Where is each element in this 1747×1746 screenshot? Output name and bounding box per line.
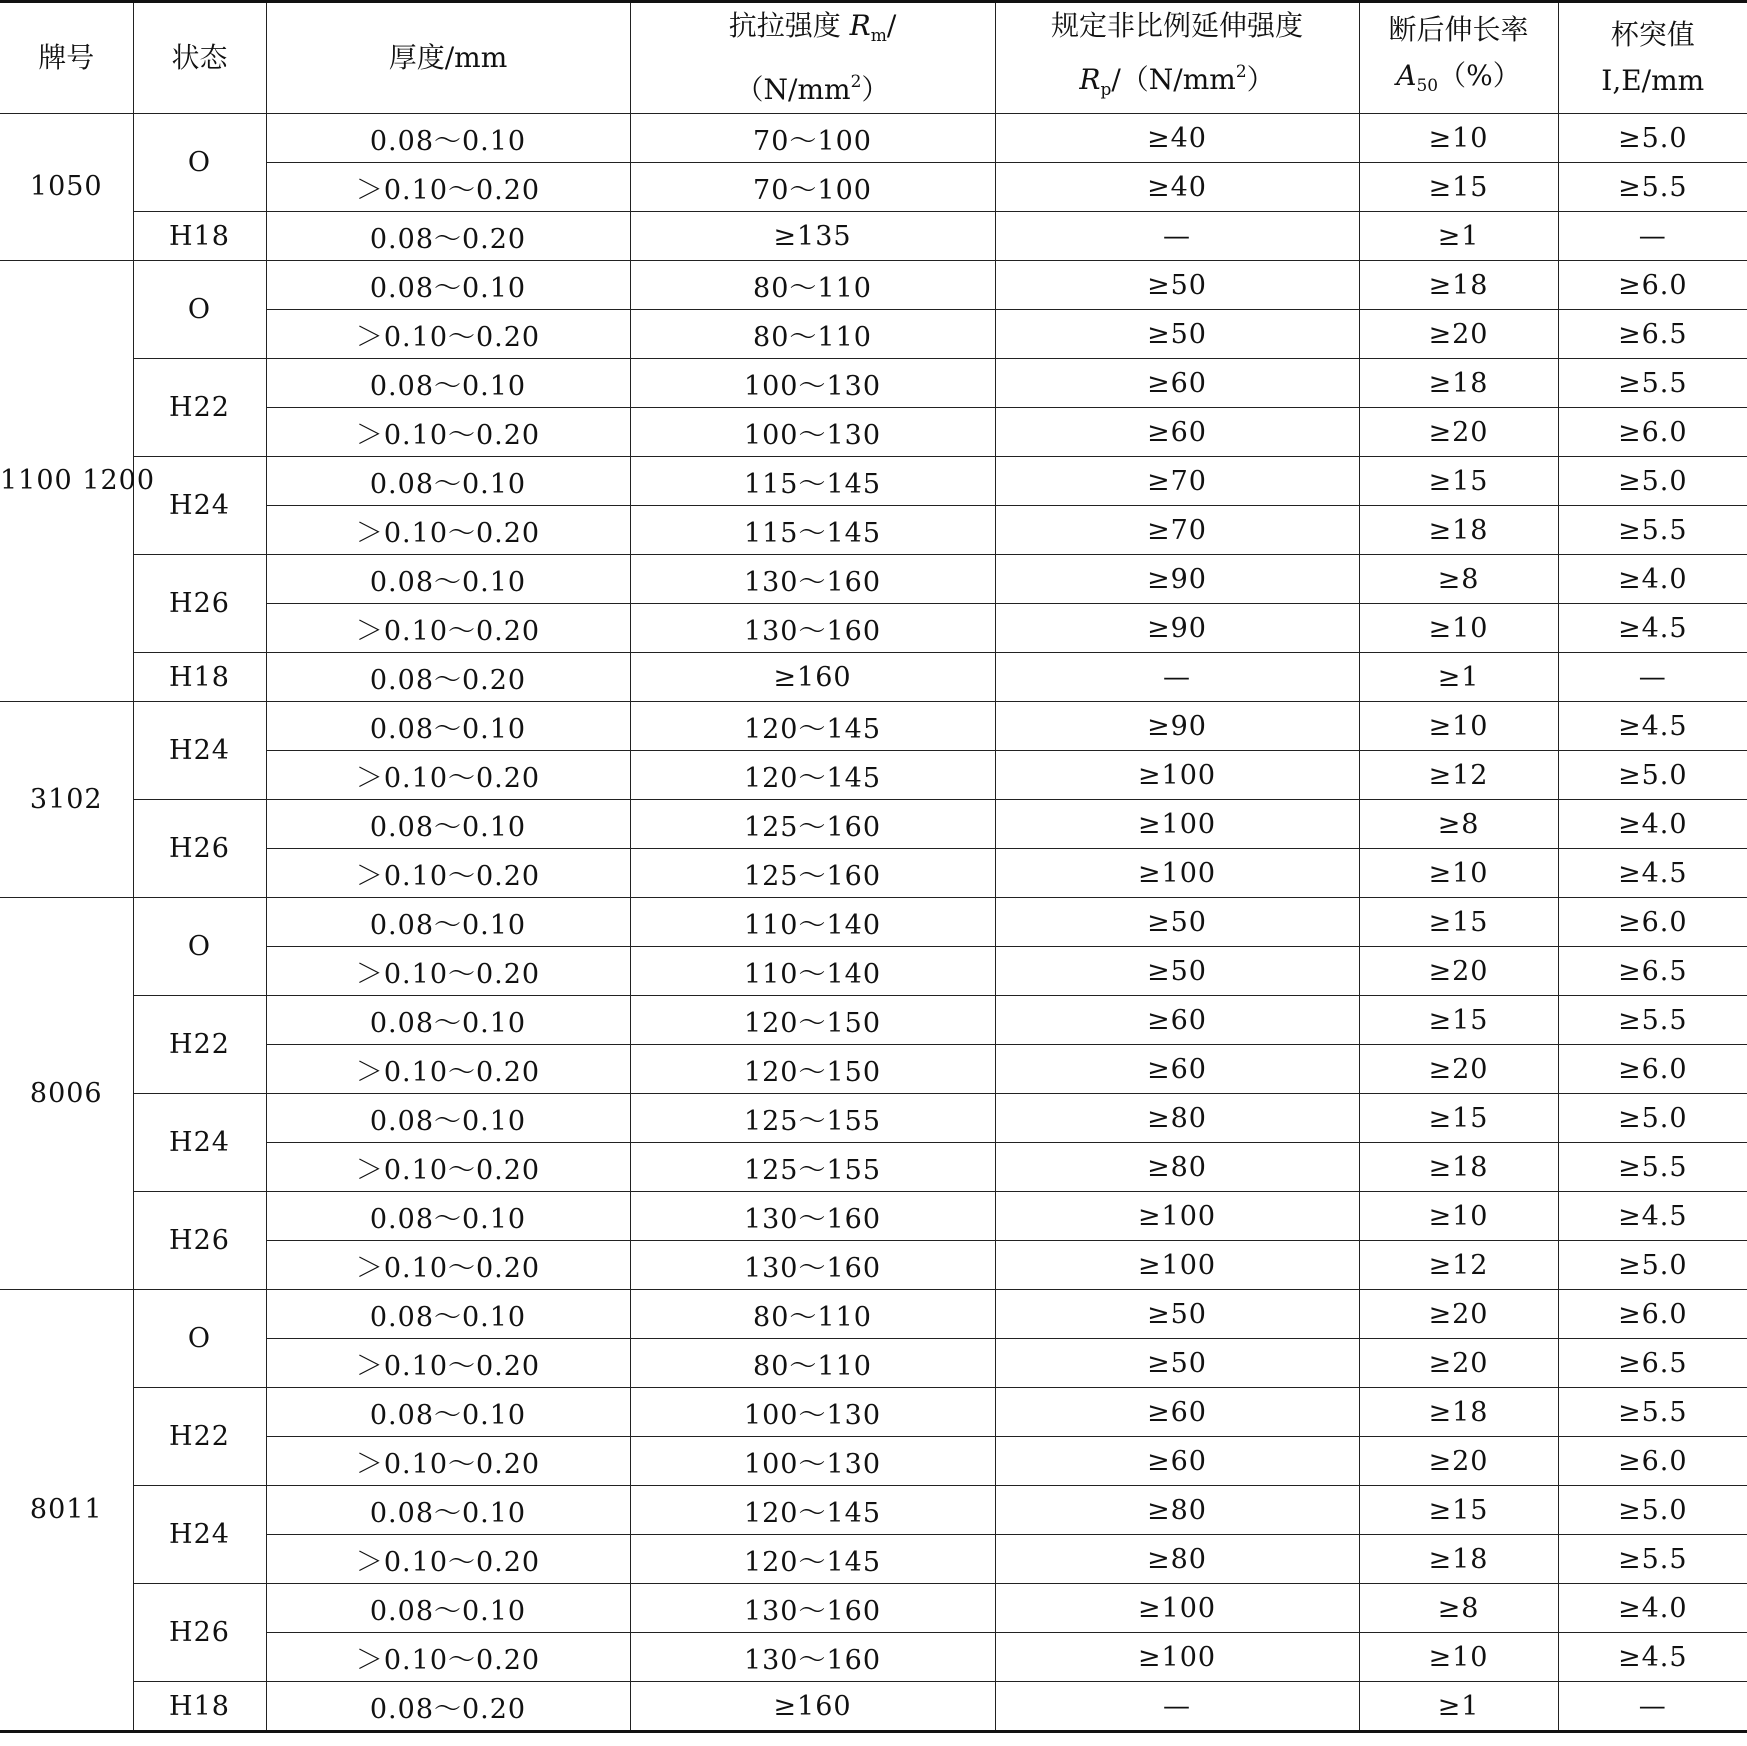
- thickness-cell: 0.08～0.10: [266, 898, 630, 947]
- table-row: [0, 1584, 1747, 1633]
- table-row: [0, 555, 1747, 604]
- thickness-cell: ＞0.10～0.20: [266, 604, 630, 653]
- rm-cell: 125～155: [630, 1143, 995, 1192]
- a50-cell: ≥20: [1359, 1437, 1558, 1486]
- thickness-cell: ＞0.10～0.20: [266, 1241, 630, 1290]
- header-rm-line2: [631, 59, 995, 113]
- rm-cell: 115～145: [630, 457, 995, 506]
- header-rm-subscript: m: [870, 26, 887, 46]
- table-row: [0, 898, 1747, 947]
- thickness-cell: 0.08～0.10: [266, 1584, 630, 1633]
- cup-cell: —: [1558, 212, 1747, 261]
- rp-cell: ≥40: [995, 163, 1359, 212]
- rm-cell: 80～110: [630, 310, 995, 359]
- thickness-cell: 0.08～0.10: [266, 555, 630, 604]
- table-row: [0, 702, 1747, 751]
- a50-cell: ≥20: [1359, 310, 1558, 359]
- rp-cell: ≥50: [995, 898, 1359, 947]
- thickness-cell: 0.08～0.10: [266, 1290, 630, 1339]
- cup-cell: ≥6.0: [1558, 1437, 1747, 1486]
- cup-cell: ≥6.0: [1558, 898, 1747, 947]
- table-row: [0, 1682, 1747, 1732]
- a50-cell: ≥10: [1359, 702, 1558, 751]
- header-cup-line1: 杯突值: [1610, 18, 1695, 51]
- rm-cell: 110～140: [630, 947, 995, 996]
- cup-cell: ≥5.0: [1558, 1241, 1747, 1290]
- rm-cell: 130～160: [630, 1241, 995, 1290]
- thickness-cell: 0.08～0.20: [266, 212, 630, 261]
- thickness-cell: 0.08～0.10: [266, 1094, 630, 1143]
- thickness-cell: 0.08～0.10: [266, 261, 630, 310]
- rp-cell: ≥60: [995, 1388, 1359, 1437]
- rm-cell: 130～160: [630, 604, 995, 653]
- table-row: [0, 653, 1747, 702]
- cup-cell: ≥4.5: [1558, 849, 1747, 898]
- rp-cell: ≥100: [995, 800, 1359, 849]
- rp-cell: ≥50: [995, 1290, 1359, 1339]
- temper-cell: H18: [133, 653, 266, 702]
- header-a-line2: [1360, 53, 1558, 109]
- table-row: [0, 800, 1747, 849]
- rp-cell: ≥80: [995, 1535, 1359, 1584]
- cup-cell: ≥5.0: [1558, 751, 1747, 800]
- a50-cell: ≥12: [1359, 751, 1558, 800]
- a50-cell: ≥8: [1359, 800, 1558, 849]
- rp-cell: ≥70: [995, 457, 1359, 506]
- rm-cell: 120～145: [630, 702, 995, 751]
- a50-cell: ≥20: [1359, 1290, 1558, 1339]
- rm-cell: 130～160: [630, 1192, 995, 1241]
- cup-cell: ≥4.0: [1558, 1584, 1747, 1633]
- cup-cell: ≥4.5: [1558, 1633, 1747, 1682]
- rp-cell: ≥100: [995, 1633, 1359, 1682]
- header-a-unit: （%）: [1438, 59, 1521, 92]
- header-rp-line1: 规定非比例延伸强度: [1050, 9, 1303, 42]
- table-row: [0, 1192, 1747, 1241]
- temper-cell: H22: [133, 1388, 266, 1486]
- a50-cell: ≥10: [1359, 114, 1558, 163]
- temper-cell: O: [133, 114, 266, 212]
- rm-cell: 100～130: [630, 1437, 995, 1486]
- thickness-cell: 0.08～0.10: [266, 359, 630, 408]
- header-rm-superscript: 2: [850, 72, 862, 92]
- cup-cell: ≥5.5: [1558, 1143, 1747, 1192]
- rm-cell: 80～110: [630, 1290, 995, 1339]
- rm-cell: 120～150: [630, 1045, 995, 1094]
- a50-cell: ≥18: [1359, 359, 1558, 408]
- a50-cell: ≥18: [1359, 506, 1558, 555]
- header-rm-unit-close: ）: [861, 73, 890, 106]
- header-tensile-strength: [630, 2, 995, 114]
- header-thickness: 厚度/mm: [266, 2, 630, 114]
- cup-cell: —: [1558, 653, 1747, 702]
- temper-cell: H26: [133, 800, 266, 898]
- table-row: [0, 457, 1747, 506]
- cup-cell: ≥6.5: [1558, 947, 1747, 996]
- rp-cell: ≥100: [995, 1192, 1359, 1241]
- rp-cell: ≥50: [995, 261, 1359, 310]
- header-a-symbol: A: [1396, 59, 1417, 92]
- cup-cell: ≥5.5: [1558, 163, 1747, 212]
- cup-cell: ≥6.5: [1558, 310, 1747, 359]
- a50-cell: ≥15: [1359, 163, 1558, 212]
- rm-cell: ≥160: [630, 1682, 995, 1732]
- temper-cell: H24: [133, 702, 266, 800]
- header-rm-text: 抗拉强度: [728, 9, 841, 42]
- a50-cell: ≥15: [1359, 457, 1558, 506]
- rp-cell: ≥90: [995, 702, 1359, 751]
- cup-cell: —: [1558, 1682, 1747, 1732]
- rp-cell: ≥100: [995, 849, 1359, 898]
- table-row: [0, 212, 1747, 261]
- header-elongation: [1359, 2, 1558, 114]
- thickness-cell: ＞0.10～0.20: [266, 1633, 630, 1682]
- a50-cell: ≥8: [1359, 555, 1558, 604]
- rp-cell: ≥60: [995, 359, 1359, 408]
- thickness-cell: ＞0.10～0.20: [266, 751, 630, 800]
- thickness-cell: ＞0.10～0.20: [266, 310, 630, 359]
- header-rp-unit: /（N/mm: [1111, 63, 1236, 96]
- rp-cell: ≥80: [995, 1143, 1359, 1192]
- rp-cell: ≥100: [995, 751, 1359, 800]
- rm-cell: 125～160: [630, 849, 995, 898]
- cup-cell: ≥4.0: [1558, 800, 1747, 849]
- rp-cell: ≥50: [995, 1339, 1359, 1388]
- header-rp-subscript: p: [1100, 80, 1112, 100]
- grade-cell: 8006: [0, 898, 133, 1290]
- rp-cell: ≥40: [995, 114, 1359, 163]
- thickness-cell: ＞0.10～0.20: [266, 163, 630, 212]
- thickness-cell: 0.08～0.10: [266, 1388, 630, 1437]
- temper-cell: H26: [133, 1584, 266, 1682]
- cup-cell: ≥6.0: [1558, 261, 1747, 310]
- cup-cell: ≥4.5: [1558, 702, 1747, 751]
- header-a-subscript: 50: [1416, 76, 1439, 96]
- rp-cell: ≥100: [995, 1241, 1359, 1290]
- header-rp-symbol: R: [1079, 63, 1101, 96]
- rp-cell: ≥60: [995, 1045, 1359, 1094]
- cup-cell: ≥4.0: [1558, 555, 1747, 604]
- header-proof-strength: [995, 2, 1359, 114]
- rp-cell: —: [995, 1682, 1359, 1732]
- temper-cell: H22: [133, 996, 266, 1094]
- thickness-cell: 0.08～0.20: [266, 653, 630, 702]
- grade-cell: 1050: [0, 114, 133, 261]
- cup-cell: ≥6.5: [1558, 1339, 1747, 1388]
- header-a-line1: 断后伸长率: [1388, 13, 1529, 46]
- table-row: [0, 114, 1747, 163]
- header-rp-unit-close: ）: [1246, 63, 1275, 96]
- rm-cell: 130～160: [630, 555, 995, 604]
- thickness-cell: ＞0.10～0.20: [266, 1045, 630, 1094]
- cup-cell: ≥6.0: [1558, 1045, 1747, 1094]
- temper-cell: O: [133, 1290, 266, 1388]
- rm-cell: 130～160: [630, 1633, 995, 1682]
- cup-cell: ≥5.0: [1558, 114, 1747, 163]
- rm-cell: 100～130: [630, 408, 995, 457]
- table-row: [0, 1486, 1747, 1535]
- thickness-cell: ＞0.10～0.20: [266, 408, 630, 457]
- rp-cell: ≥100: [995, 1584, 1359, 1633]
- header-row: [0, 2, 1747, 114]
- rp-cell: ≥90: [995, 604, 1359, 653]
- rp-cell: —: [995, 653, 1359, 702]
- rp-cell: —: [995, 212, 1359, 261]
- temper-cell: H24: [133, 1094, 266, 1192]
- rp-cell: ≥60: [995, 996, 1359, 1045]
- a50-cell: ≥8: [1359, 1584, 1558, 1633]
- table-row: [0, 261, 1747, 310]
- a50-cell: ≥20: [1359, 1339, 1558, 1388]
- temper-cell: H24: [133, 1486, 266, 1584]
- thickness-cell: 0.08～0.10: [266, 800, 630, 849]
- thickness-cell: ＞0.10～0.20: [266, 1437, 630, 1486]
- temper-cell: H18: [133, 1682, 266, 1732]
- header-temper: 状态: [133, 2, 266, 114]
- cup-cell: ≥5.5: [1558, 1535, 1747, 1584]
- temper-cell: H26: [133, 555, 266, 653]
- a50-cell: ≥15: [1359, 996, 1558, 1045]
- a50-cell: ≥15: [1359, 898, 1558, 947]
- rm-cell: 125～160: [630, 800, 995, 849]
- rm-cell: 100～130: [630, 1388, 995, 1437]
- rp-cell: ≥60: [995, 408, 1359, 457]
- a50-cell: ≥12: [1359, 1241, 1558, 1290]
- a50-cell: ≥18: [1359, 1388, 1558, 1437]
- cup-cell: ≥5.0: [1558, 457, 1747, 506]
- header-cupping: [1558, 2, 1747, 114]
- thickness-cell: ＞0.10～0.20: [266, 1339, 630, 1388]
- thickness-cell: ＞0.10～0.20: [266, 849, 630, 898]
- grade-cell: 8011: [0, 1290, 133, 1732]
- table-row: [0, 359, 1747, 408]
- cup-cell: ≥4.5: [1558, 604, 1747, 653]
- thickness-cell: 0.08～0.10: [266, 1192, 630, 1241]
- rm-cell: 70～100: [630, 114, 995, 163]
- cup-cell: ≥5.0: [1558, 1486, 1747, 1535]
- rm-cell: 120～145: [630, 1486, 995, 1535]
- temper-cell: H18: [133, 212, 266, 261]
- rm-cell: 120～145: [630, 751, 995, 800]
- thickness-cell: 0.08～0.10: [266, 996, 630, 1045]
- rp-cell: ≥80: [995, 1486, 1359, 1535]
- header-rm-unit: （N/mm: [735, 73, 851, 106]
- table-row: [0, 996, 1747, 1045]
- a50-cell: ≥10: [1359, 849, 1558, 898]
- header-rp-superscript: 2: [1235, 62, 1247, 82]
- table-row: [0, 1388, 1747, 1437]
- cup-cell: ≥5.5: [1558, 359, 1747, 408]
- a50-cell: ≥10: [1359, 1633, 1558, 1682]
- rp-cell: ≥80: [995, 1094, 1359, 1143]
- a50-cell: ≥15: [1359, 1486, 1558, 1535]
- a50-cell: ≥10: [1359, 604, 1558, 653]
- rm-cell: 120～150: [630, 996, 995, 1045]
- a50-cell: ≥1: [1359, 653, 1558, 702]
- rm-cell: ≥135: [630, 212, 995, 261]
- temper-cell: H24: [133, 457, 266, 555]
- temper-cell: O: [133, 261, 266, 359]
- a50-cell: ≥20: [1359, 1045, 1558, 1094]
- header-rp-line2: [996, 49, 1359, 113]
- cup-cell: ≥5.5: [1558, 1388, 1747, 1437]
- thickness-cell: 0.08～0.10: [266, 457, 630, 506]
- header-rm-slash: /: [886, 9, 897, 42]
- a50-cell: ≥18: [1359, 1535, 1558, 1584]
- thickness-cell: ＞0.10～0.20: [266, 506, 630, 555]
- rp-cell: ≥60: [995, 1437, 1359, 1486]
- grade-cell: 3102: [0, 702, 133, 898]
- header-cup-line2: I,E/mm: [1601, 64, 1705, 97]
- rm-cell: 115～145: [630, 506, 995, 555]
- table-body: [0, 114, 1747, 1732]
- thickness-cell: ＞0.10～0.20: [266, 1535, 630, 1584]
- rm-cell: 130～160: [630, 1584, 995, 1633]
- cup-cell: ≥6.0: [1558, 408, 1747, 457]
- thickness-cell: 0.08～0.20: [266, 1682, 630, 1732]
- rm-cell: 120～145: [630, 1535, 995, 1584]
- thickness-cell: 0.08～0.10: [266, 114, 630, 163]
- thickness-cell: 0.08～0.10: [266, 702, 630, 751]
- table-row: [0, 1290, 1747, 1339]
- rm-cell: 80～110: [630, 1339, 995, 1388]
- a50-cell: ≥18: [1359, 1143, 1558, 1192]
- rp-cell: ≥90: [995, 555, 1359, 604]
- rm-cell: 80～110: [630, 261, 995, 310]
- header-grade: 牌号: [0, 2, 133, 114]
- a50-cell: ≥15: [1359, 1094, 1558, 1143]
- rm-cell: 70～100: [630, 163, 995, 212]
- header-rm-line1: [631, 3, 995, 59]
- a50-cell: ≥1: [1359, 1682, 1558, 1732]
- rm-cell: 110～140: [630, 898, 995, 947]
- rm-cell: 125～155: [630, 1094, 995, 1143]
- cup-cell: ≥5.5: [1558, 506, 1747, 555]
- temper-cell: H22: [133, 359, 266, 457]
- cup-cell: ≥4.5: [1558, 1192, 1747, 1241]
- temper-cell: O: [133, 898, 266, 996]
- rp-cell: ≥70: [995, 506, 1359, 555]
- a50-cell: ≥18: [1359, 261, 1558, 310]
- table-row: [0, 1094, 1747, 1143]
- rm-cell: 100～130: [630, 359, 995, 408]
- cup-cell: ≥6.0: [1558, 1290, 1747, 1339]
- cup-cell: ≥5.5: [1558, 996, 1747, 1045]
- thickness-cell: ＞0.10～0.20: [266, 947, 630, 996]
- rp-cell: ≥50: [995, 947, 1359, 996]
- a50-cell: ≥10: [1359, 1192, 1558, 1241]
- grade-cell: 1100 1200: [0, 261, 133, 702]
- rm-cell: ≥160: [630, 653, 995, 702]
- table-header: [0, 2, 1747, 114]
- a50-cell: ≥20: [1359, 408, 1558, 457]
- a50-cell: ≥20: [1359, 947, 1558, 996]
- rp-cell: ≥50: [995, 310, 1359, 359]
- thickness-cell: ＞0.10～0.20: [266, 1143, 630, 1192]
- thickness-cell: 0.08～0.10: [266, 1486, 630, 1535]
- a50-cell: ≥1: [1359, 212, 1558, 261]
- cup-cell: ≥5.0: [1558, 1094, 1747, 1143]
- header-rm-symbol: R: [849, 9, 871, 42]
- temper-cell: H26: [133, 1192, 266, 1290]
